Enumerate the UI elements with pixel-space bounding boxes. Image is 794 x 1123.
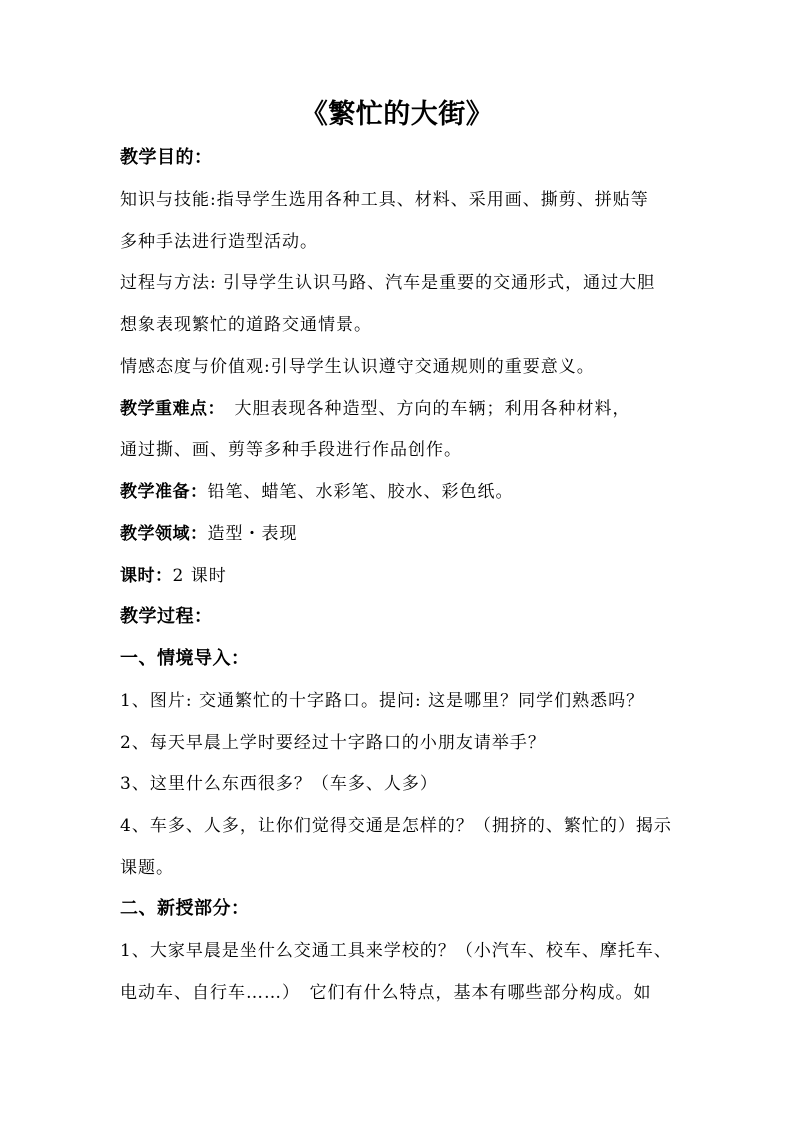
preparation-text: 铅笔、蜡笔、水彩笔、胶水、彩色纸。 xyxy=(207,482,514,502)
objectives-heading: 教学目的： xyxy=(120,147,213,168)
domain-line xyxy=(120,522,690,546)
section1-item-1: 1、图片: 交通繁忙的十字路口。提问: 这是哪里？同学们熟悉吗？ xyxy=(120,691,645,711)
key-points-line-2: 通过撕、画、剪等多种手段进行作品创作。 xyxy=(120,440,462,460)
section2-item-1-line-2: 电动车、自行车……） 它们有什么特点，基本有哪些部分构成。如 xyxy=(120,983,652,1003)
section2-heading: 二、新授部分： xyxy=(120,898,250,919)
key-points-label: 教学重难点： xyxy=(120,399,217,419)
objective-knowledge-line-1: 知识与技能:指导学生选用各种工具、材料、采用画、撕剪、拼贴等 xyxy=(120,190,649,210)
section1-item-2: 2、每天早晨上学时要经过十字路口的小朋友请举手？ xyxy=(120,733,546,753)
key-points-text: 大胆表现各种造型、方向的车辆；利用各种材料， xyxy=(216,399,631,419)
domain-label: 教学领域： xyxy=(120,524,208,544)
domain-text: 造型・表现 xyxy=(207,524,298,544)
objective-process-line-1: 过程与方法: 引导学生认识马路、汽车是重要的交通形式，通过大胆 xyxy=(120,273,656,293)
preparation-label: 教学准备： xyxy=(120,482,208,502)
section1-heading: 一、情境导入： xyxy=(120,648,250,669)
hours-label: 课时： xyxy=(120,566,173,586)
objective-knowledge-line-2: 多种手法进行造型活动。 xyxy=(120,232,318,252)
section1-item-3: 3、这里什么东西很多？（车多、人多） xyxy=(120,774,438,794)
section2-item-1-line-1: 1、大家早晨是坐什么交通工具来学校的？（小汽车、校车、摩托车、 xyxy=(120,941,672,961)
section1-item-4-line-2: 课题。 xyxy=(120,858,174,878)
section1-item-4-line-1: 4、车多、人多，让你们觉得交通是怎样的？（拥挤的、繁忙的）揭示 xyxy=(120,816,672,836)
hours-text: 2 课时 xyxy=(172,566,227,586)
key-points-line-1 xyxy=(120,397,690,421)
page-title: 《繁忙的大街》 xyxy=(300,99,494,130)
preparation-line xyxy=(120,480,690,504)
process-heading: 教学过程： xyxy=(120,606,213,627)
objective-process-line-2: 想象表现繁忙的道路交通情景。 xyxy=(120,315,372,335)
hours-line xyxy=(120,564,690,588)
objective-emotion-line: 情感态度与价值观:引导学生认识遵守交通规则的重要意义。 xyxy=(120,357,595,377)
